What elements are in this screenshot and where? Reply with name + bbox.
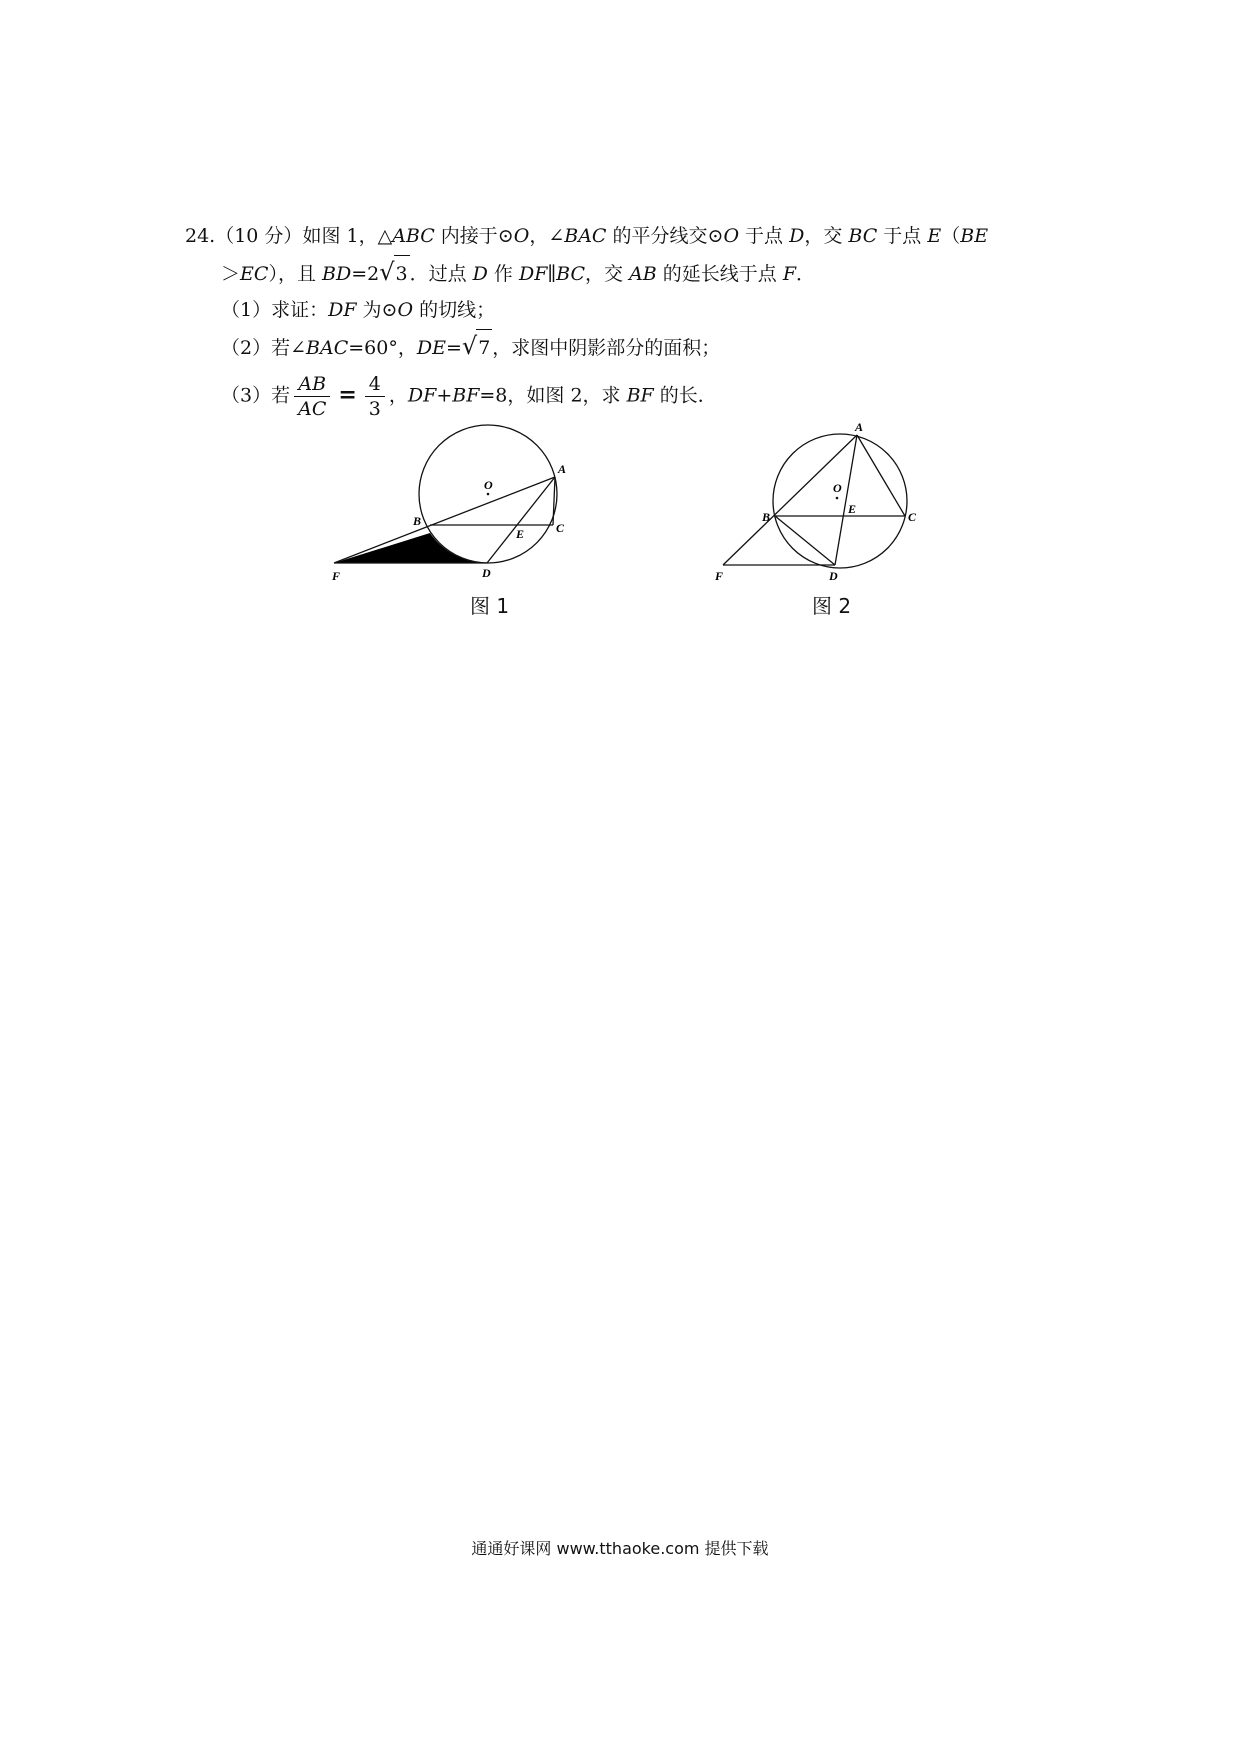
text: 内接于⊙ xyxy=(434,225,514,247)
label-b: B xyxy=(762,510,771,524)
var: BD xyxy=(321,263,352,285)
label-f: F xyxy=(715,569,724,583)
text: ），且 xyxy=(268,263,322,285)
label-a: A xyxy=(855,420,864,434)
line-ac xyxy=(857,435,905,516)
var: BF xyxy=(626,384,654,407)
center-o-dot xyxy=(836,497,839,500)
label-d: D xyxy=(482,566,491,580)
text: ＞ xyxy=(221,263,241,285)
question-part-1 xyxy=(185,292,1065,328)
var: DE xyxy=(416,337,446,359)
figure-1-caption: 图 1 xyxy=(470,594,510,618)
var: BC xyxy=(556,263,586,285)
var: D xyxy=(472,263,488,285)
var: E xyxy=(927,225,942,247)
line-ac xyxy=(553,477,555,525)
text: 作 xyxy=(487,263,519,285)
label-o: O xyxy=(833,481,842,495)
line-ad xyxy=(835,435,857,565)
text: ，交 xyxy=(585,263,630,285)
question-line-1 xyxy=(185,218,1065,254)
label-e: E xyxy=(848,502,857,516)
numerator: 4 xyxy=(365,372,385,397)
text: ，交 xyxy=(804,225,849,247)
text: =2 xyxy=(351,263,380,285)
equals-sign: = xyxy=(338,381,357,408)
circle-o xyxy=(773,434,907,568)
text: ， xyxy=(388,384,408,407)
var: BAC xyxy=(564,225,607,247)
text: （ xyxy=(941,225,961,247)
label-f: F xyxy=(332,569,341,583)
question-24 xyxy=(185,218,1065,421)
text: （1）求证： xyxy=(221,299,329,321)
question-number: 24. xyxy=(185,225,216,247)
fraction-ab-ac xyxy=(294,372,330,421)
text: （2）若∠ xyxy=(221,337,307,359)
text: 的切线； xyxy=(413,299,496,321)
text: 的延长线于点 xyxy=(656,263,783,285)
text: 于点 xyxy=(739,225,790,247)
var: F xyxy=(782,263,797,285)
text: 为⊙ xyxy=(356,299,398,321)
var: EC xyxy=(240,263,269,285)
var: DF xyxy=(328,299,357,321)
var: O xyxy=(397,299,414,321)
text: ，求图中阴影部分的面积； xyxy=(492,337,721,359)
radical-sign: √ xyxy=(461,332,478,360)
label-d: D xyxy=(829,569,838,583)
center-o-dot xyxy=(487,493,490,496)
figure-1 xyxy=(320,415,580,590)
text: ．过点 xyxy=(409,263,473,285)
question-line-2 xyxy=(185,254,1065,292)
var: BAC xyxy=(306,337,349,359)
text: 的平分线交⊙ xyxy=(606,225,724,247)
text: ∥ xyxy=(547,263,557,285)
label-b: B xyxy=(413,514,422,528)
label-o: O xyxy=(484,478,493,492)
text: 的长． xyxy=(653,384,717,407)
label-c: C xyxy=(556,521,565,535)
text: = xyxy=(445,337,462,359)
var: DF+BF xyxy=(407,384,480,407)
label-e: E xyxy=(516,527,525,541)
question-part-3 xyxy=(185,372,1065,421)
footer: 通通好课网 www.tthaoke.com 提供下载 xyxy=(471,1539,769,1558)
radicand: 7 xyxy=(476,329,492,366)
figure-2-caption: 图 2 xyxy=(812,594,852,618)
text: ，∠ xyxy=(529,225,565,247)
text: （3）若 xyxy=(221,384,291,407)
text: =8，如图 2，求 xyxy=(479,384,627,407)
denominator: 3 xyxy=(368,398,381,420)
var: O xyxy=(513,225,530,247)
text: ． xyxy=(796,263,816,285)
figure-2 xyxy=(705,415,935,590)
var: ABC xyxy=(392,225,435,247)
radicand: 3 xyxy=(394,255,410,292)
text: 于点 xyxy=(877,225,928,247)
var: BE xyxy=(960,225,989,247)
radical-sign: √ xyxy=(379,258,395,286)
var: DF xyxy=(518,263,548,285)
var: D xyxy=(789,225,805,247)
denominator: AC xyxy=(298,398,327,420)
label-a: A xyxy=(558,462,567,476)
numerator: AB xyxy=(294,372,330,397)
text: =60°， xyxy=(348,337,417,359)
question-points: （10 分） xyxy=(215,225,303,247)
text: 如图 1，△ xyxy=(302,225,393,247)
var: BC xyxy=(848,225,878,247)
question-part-2 xyxy=(185,328,1065,366)
var: AB xyxy=(629,263,657,285)
fraction-4-3 xyxy=(365,372,385,421)
label-c: C xyxy=(908,510,917,524)
var: O xyxy=(723,225,740,247)
